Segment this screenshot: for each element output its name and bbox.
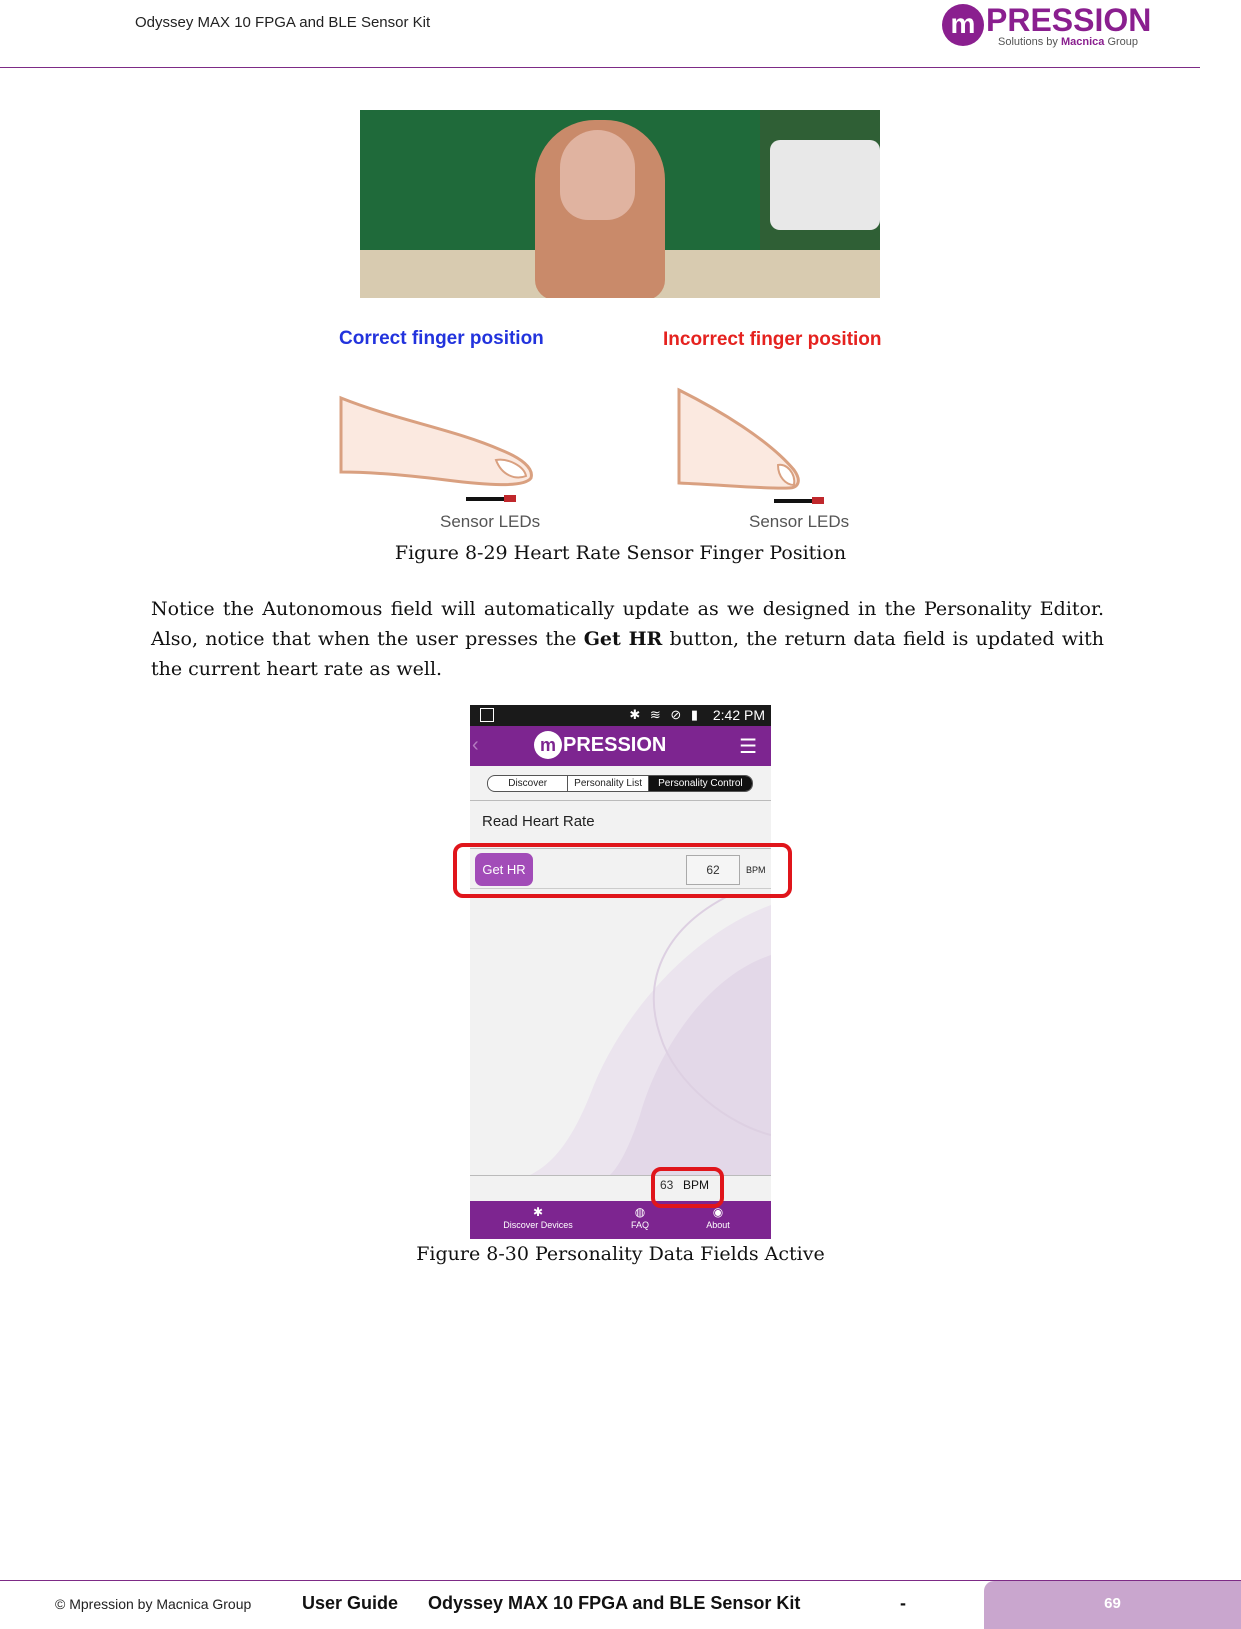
about-icon: ◉ xyxy=(712,1205,724,1219)
sensor-leds-label-left: Sensor LEDs xyxy=(440,512,541,531)
usb-connector xyxy=(770,140,880,230)
tab-discover[interactable]: Discover xyxy=(488,776,568,791)
body-paragraph: Notice the Autonomous field will automatically update as we designed in the Personality Editor. Also, notice that when the user presses the Get HR button, the return data field is updated with the current heart rate as well. xyxy=(151,598,1104,680)
header-title: Odyssey MAX 10 FPGA and BLE Sensor Kit xyxy=(135,14,431,31)
get-hr-emphasis: Get HR xyxy=(583,628,663,650)
correct-finger-illustration xyxy=(336,380,546,505)
fingernail xyxy=(560,130,635,220)
back-icon[interactable]: ‹ xyxy=(472,734,479,756)
tab-personality-control[interactable]: Personality Control xyxy=(649,776,752,791)
menu-icon[interactable]: ☰ xyxy=(739,736,757,758)
logo-mark: m xyxy=(942,4,984,46)
finger-on-sensor-photo xyxy=(360,110,880,298)
heart-rate-return-field[interactable]: 62 xyxy=(686,855,740,885)
background-wave-art xyxy=(470,895,771,1175)
figure-caption-8-29: Figure 8-29 Heart Rate Sensor Finger Position xyxy=(394,542,847,564)
incorrect-position-label: Incorrect finger position xyxy=(663,329,882,350)
footer-dash: - xyxy=(900,1593,906,1613)
footer-kit-title: Odyssey MAX 10 FPGA and BLE Sensor Kit xyxy=(428,1593,801,1613)
status-bar xyxy=(470,705,771,726)
autonomous-value: 63 xyxy=(660,1178,674,1192)
divider xyxy=(470,1175,771,1176)
nav-about[interactable]: ◉ About xyxy=(698,1204,738,1230)
footer-guide: User Guide xyxy=(302,1593,399,1613)
logo-word: PRESSION xyxy=(986,2,1152,38)
app-logo: m PRESSION xyxy=(534,731,666,761)
nav-faq[interactable]: ◍ FAQ xyxy=(620,1204,660,1230)
highlight-autonomous-field xyxy=(651,1167,724,1208)
heart-rate-unit: BPM xyxy=(746,865,766,875)
app-bar xyxy=(470,726,771,766)
section-title: Read Heart Rate xyxy=(482,813,595,830)
segmented-tabs xyxy=(487,775,753,792)
sensor-leds-label-right: Sensor LEDs xyxy=(749,512,850,531)
tab-personality-list[interactable]: Personality List xyxy=(568,776,648,791)
bluetooth-icon: ✱ xyxy=(532,1205,544,1219)
status-icons: ✱ ≋ ⊘ ▮ xyxy=(629,707,701,722)
get-hr-button[interactable]: Get HR xyxy=(475,853,533,886)
footer-copyright: © Mpression by Macnica Group xyxy=(55,1596,252,1612)
page-number: 69 xyxy=(984,1581,1241,1629)
gallery-icon xyxy=(480,708,494,722)
figure-caption-8-30: Figure 8-30 Personality Data Fields Active xyxy=(416,1243,825,1265)
mpression-logo xyxy=(940,2,1152,52)
nav-discover-devices[interactable]: ✱ Discover Devices xyxy=(490,1204,586,1230)
autonomous-unit: BPM xyxy=(683,1178,710,1192)
divider xyxy=(470,800,771,801)
correct-position-label: Correct finger position xyxy=(339,328,544,349)
bottom-nav xyxy=(470,1201,771,1239)
status-time: 2:42 PM xyxy=(712,707,765,723)
faq-icon: ◍ xyxy=(634,1205,646,1219)
header-divider xyxy=(0,67,1200,68)
incorrect-finger-illustration xyxy=(674,385,854,510)
logo-tagline: Solutions by Macnica Group xyxy=(998,36,1139,48)
phone-screenshot xyxy=(470,705,771,1239)
highlight-get-hr-row xyxy=(453,843,792,898)
